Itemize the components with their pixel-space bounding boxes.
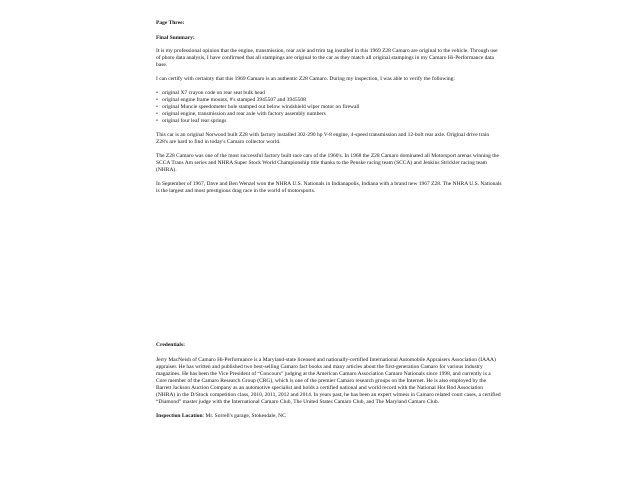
drivetrain-paragraph: This car is an original Norwood built Z28 with factory installed 302-290 hp V-8 engine, 4-speed transmission and 12-bolt rear axle. Original drive train Z28's are hard to find in today's Camaro collector world. (156, 132, 490, 145)
final-summary-section (156, 20, 502, 202)
nationals-paragraph: In September of 1967, Dave and Ben Wenzel won the NHRA U.S. Nationals in Indianapolis, Indiana with a brand new 1967 Z28. The NHRA U.S. Nationals is the largest and most prestigious drag race in the world of motorsports. (156, 181, 502, 194)
page-title: Page Three: (156, 20, 185, 26)
verification-list (156, 90, 502, 125)
credentials-paragraph: Jerry MacNeish of Camaro Hi-Performance is a Maryland-state licensed and nationally-certified International Automobile Appraisers Association (IAAA) appraiser. He has written and published two best-selling Camaro fact books and many articles about the first-generation Camaro for various industry magazines. He has been the Vice President of “Concours” judging at the American Camaro Association Camaro Nationals since 1998, and currently is a Core member of the Camaro Research Group (CRG), which is one of the premier Camaro research groups on the Internet. He is also employed by the Barrett Jackson Auction Company as an automotive specialist and holds a certified national and world record with the National Hot Rod Association (NHRA) in the D/Stock competition class, 2010, 2011, 2012 and 2014. In years past, he has been an expert witness in Camaro related court cases, a certified “Diamond” master judge with the International Camaro Club, The United States Camaro Club, and The Maryland Camaro Club. (156, 357, 501, 405)
inspection-location (156, 413, 502, 420)
inspection-location-label: Inspection Location (156, 413, 203, 419)
credentials-heading: Credentials: (156, 342, 185, 348)
list-item: • original engine, transmission and rear axle with factory assembly numbers (156, 111, 502, 118)
certification-paragraph: I can certify with certainty that this 1969 Camaro is an authentic Z28 Camaro. During my inspection, I was able to verify the following: (156, 76, 455, 82)
list-item: • original four leaf rear springs (156, 118, 502, 125)
inspection-location-value: : Mr. Sorrell's garage, Stokesdale, NC (202, 413, 286, 419)
credentials-section (156, 342, 502, 427)
racing-history-paragraph: The Z28 Camaro was one of the most successful factory built race cars of the 1960's. In 1968 the Z28 Camaro dominated all Motorsport arenas winning the SCCA Trans Am series and NHRA Super Stock World Championship title thanks to the Penske racing team (SCCA) and Jenkins Strickler racing team (NHRA). (156, 153, 499, 173)
list-item: • original engine frame mounts, #'s stamped 3945507 and 3945508 (156, 97, 502, 104)
list-item: • original Muncie speedometer hole stamped out below windshield wiper motor on firewall (156, 104, 502, 111)
final-summary-heading: Final Summary: (156, 35, 195, 41)
opinion-paragraph: It is my professional opinion that the engine, transmission, rear axle and trim tag installed in this 1969 Z28 Camaro are original to the vehicle. Through use of photo data analysis, I have confirmed that all stampings are original to the car as they match all original stampings in my Camaro Hi-Performance data base. (156, 48, 498, 68)
list-item: • original X7 crayon code on rear seat bulk head (156, 90, 502, 97)
